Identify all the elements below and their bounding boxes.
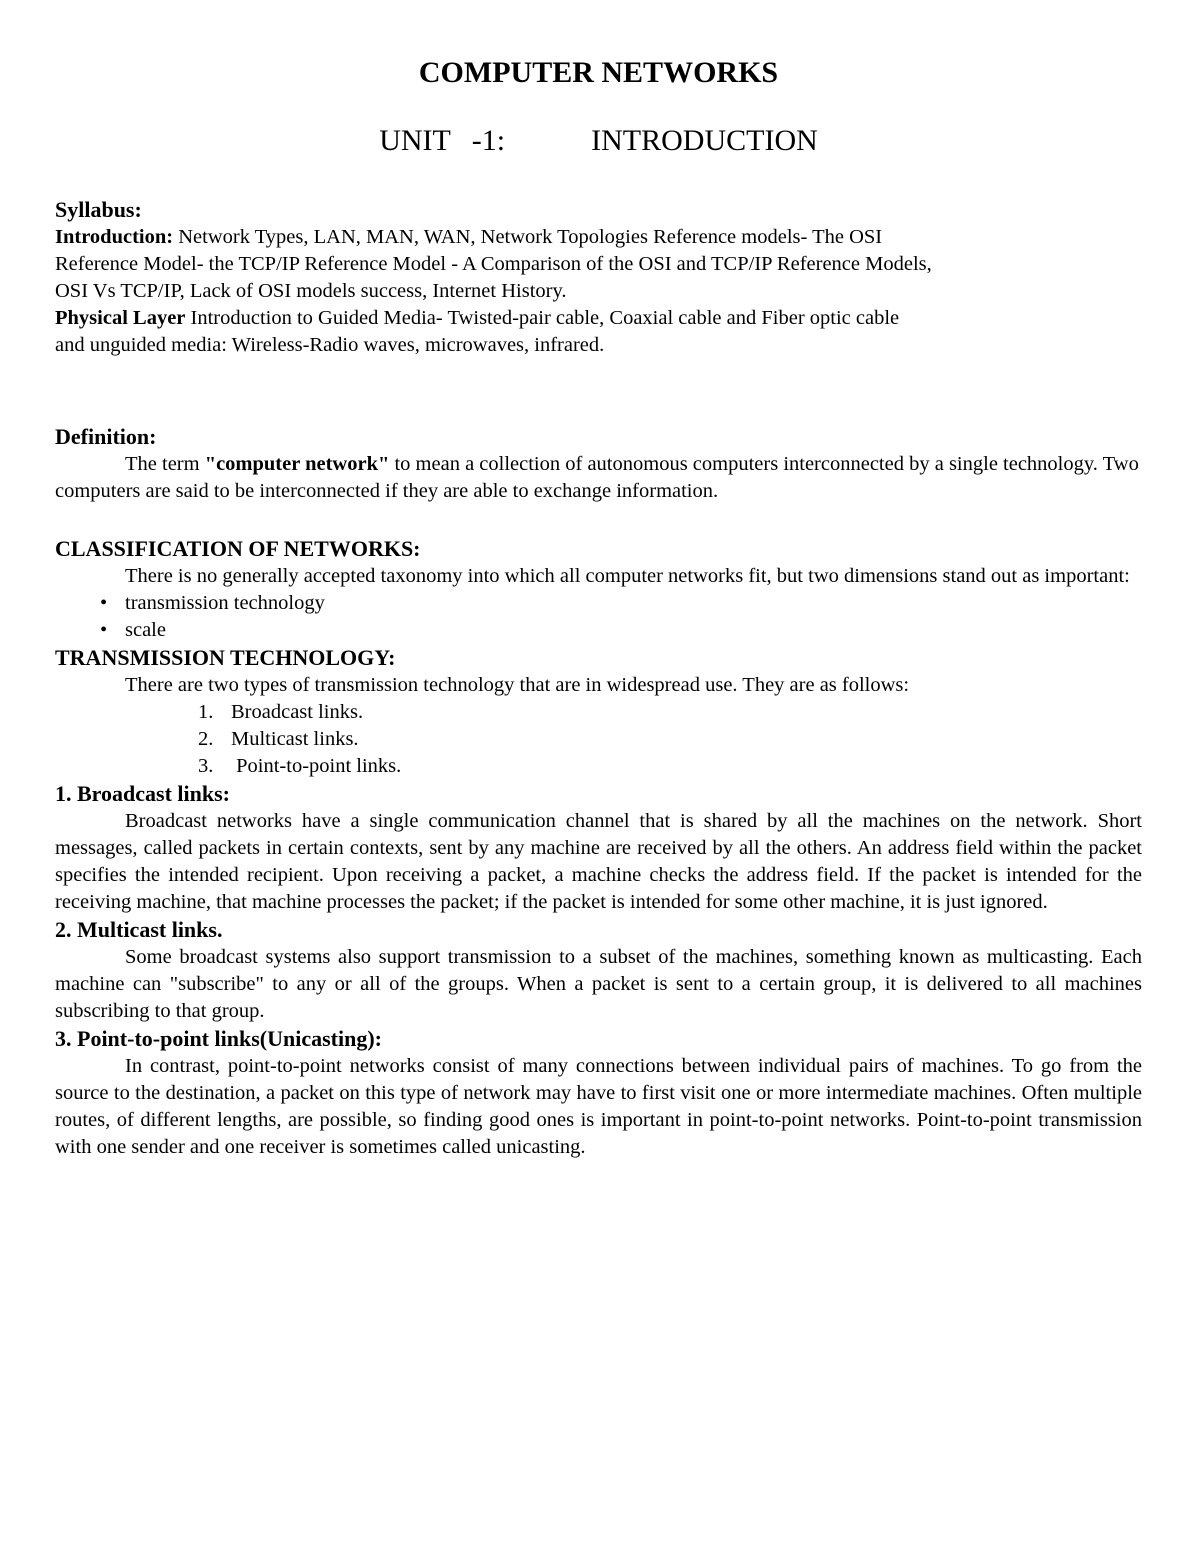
broadcast-heading: 1. Broadcast links: (55, 781, 231, 806)
list-number: 2. (198, 728, 214, 750)
syllabus-intro-line2: Reference Model- the TCP/IP Reference Model - A Comparison of the OSI and TCP/IP Reference Models, (55, 253, 932, 275)
list-item (198, 726, 1142, 753)
intro-text-1: Network Types, LAN, MAN, WAN, Network Topologies Reference models- The OSI (173, 226, 883, 248)
syllabus-intro-line1 (55, 224, 1142, 251)
list-item (198, 699, 1142, 726)
unit-title: UNIT -1: INTRODUCTION (379, 124, 818, 157)
definition-text (55, 451, 1142, 505)
list-item-label: scale (125, 619, 166, 641)
definition-pre: The term (125, 453, 205, 475)
multicast-heading: 2. Multicast links. (55, 917, 223, 942)
syllabus-intro-line3: OSI Vs TCP/IP, Lack of OSI models success, Internet History. (55, 280, 567, 302)
list-item-label: transmission technology (125, 592, 325, 614)
classification-list (55, 590, 1142, 644)
definition-post: to mean a collection of autonomous computers interconnected by a single technology. Two computers are said to be interconnected if they are able to exchange information. (55, 453, 1139, 502)
physical-text-1: Introduction to Guided Media- Twisted-pair cable, Coaxial cable and Fiber optic cable (185, 307, 900, 329)
list-item (198, 753, 1142, 780)
classification-heading: CLASSIFICATION OF NETWORKS: (55, 536, 421, 561)
intro-label: Introduction: (55, 226, 174, 248)
syllabus-physical-line1 (55, 305, 1142, 332)
doc-title: COMPUTER NETWORKS (418, 56, 779, 89)
transmission-list (55, 699, 1142, 780)
p2p-heading: 3. Point-to-point links(Unicasting): (55, 1026, 382, 1051)
document-body (55, 196, 1142, 1161)
list-item (100, 590, 1142, 617)
list-item-label: Multicast links. (231, 728, 359, 750)
list-number: 1. (198, 701, 214, 723)
syllabus-heading: Syllabus: (55, 197, 142, 222)
list-number: 3. (198, 755, 214, 777)
list-item-label: Broadcast links. (231, 701, 364, 723)
bullet-icon: • (100, 619, 108, 641)
multicast-text: Some broadcast systems also support transmission to a subset of the machines, something known as multicasting. Each machine can "subscribe" to any or all of the groups. When a packet is sent to a certain group, it is delivered to all machines subscribing to that group. (55, 946, 1142, 1022)
definition-heading: Definition: (55, 424, 157, 449)
classification-text: There is no generally accepted taxonomy into which all computer networks fit, but two dimensions stand out as important: (125, 565, 1130, 587)
p2p-text: In contrast, point-to-point networks consist of many connections between individual pairs of machines. To go from the source to the destination, a packet on this type of network may have to first visit one or more intermediate machines. Often multiple routes, of different lengths, are possible, so finding good ones is important in point-to-point networks. Point-to-point transmission with one sender and one receiver is sometimes called unicasting. (55, 1055, 1142, 1158)
transmission-text: There are two types of transmission technology that are in widespread use. They are as follows: (125, 674, 910, 696)
transmission-heading: TRANSMISSION TECHNOLOGY: (55, 645, 396, 670)
definition-term: "computer network" (204, 453, 390, 475)
syllabus-physical-line2: and unguided media: Wireless-Radio waves, microwaves, infrared. (55, 334, 605, 356)
bullet-icon: • (100, 592, 108, 614)
list-item-label: Point-to-point links. (231, 755, 402, 777)
broadcast-text: Broadcast networks have a single communication channel that is shared by all the machines on the network. Short messages, called packets in certain contexts, sent by any machine are received by all the others. An address field within the packet specifies the intended recipient. Upon receiving a packet, a machine checks the address field. If the packet is intended for the receiving machine, that machine processes the packet; if the packet is intended for some other machine, it is just ignored. (55, 810, 1142, 913)
list-item (100, 617, 1142, 644)
physical-label: Physical Layer (55, 307, 186, 329)
